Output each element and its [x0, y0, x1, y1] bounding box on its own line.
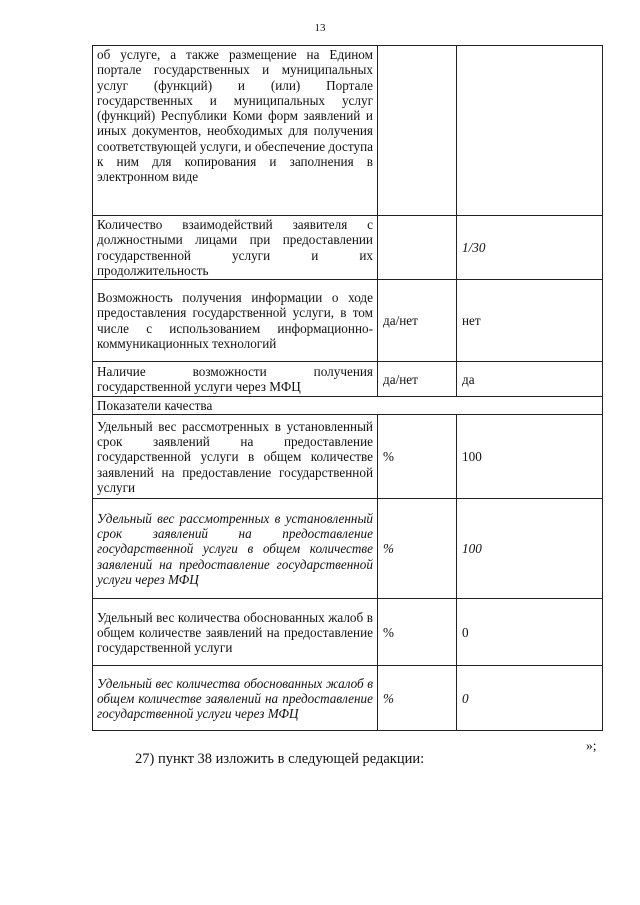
section-header: Показатели качества — [93, 397, 603, 415]
unit-cell — [378, 46, 457, 216]
unit-cell: % — [378, 666, 457, 731]
indicator-cell: Удельный вес рассмотренных в установленный срок заявлений на предоставление государственной услуги в общем количестве заявлений на предоставление государственной услуги через МФЦ — [93, 499, 378, 599]
table-row — [93, 415, 603, 499]
indicator-cell: Наличие возможности получения государственной услуги через МФЦ — [93, 362, 378, 397]
table-row — [93, 362, 603, 397]
value-cell: нет — [457, 280, 603, 362]
unit-cell: % — [378, 499, 457, 599]
table-row — [93, 216, 603, 280]
indicator-cell: Количество взаимодействий заявителя с должностными лицами при предоставлении государственной услуги и их продолжительность — [93, 216, 378, 280]
indicator-cell: Удельный вес количества обоснованных жалоб в общем количестве заявлений на предоставление государственной услуги — [93, 599, 378, 666]
table-row — [93, 666, 603, 731]
indicator-cell: Удельный вес рассмотренных в установленный срок заявлений на предоставление государственной услуги в общем количестве заявлений на предоставление государственной услуги — [93, 415, 378, 499]
unit-cell: % — [378, 415, 457, 499]
amendment-instruction: 27) пункт 38 изложить в следующей редакции: — [135, 751, 425, 767]
value-cell: 1/30 — [457, 216, 603, 280]
indicators-table — [92, 45, 603, 731]
value-cell: 0 — [457, 666, 603, 731]
value-cell — [457, 46, 603, 216]
table-row — [93, 599, 603, 666]
indicator-cell: об услуге, а также размещение на Едином портале государственных и муниципальных услуг (функций) и (или) Портале государственных и муниципальных услуг (функций) Республики Коми форм заявлений и иных документов, необходимых для получения соответствующей услуги, и обеспечение доступа к ним для копирования и заполнения в электронном виде — [93, 46, 378, 216]
section-header-row — [93, 397, 603, 415]
unit-cell — [378, 216, 457, 280]
unit-cell: % — [378, 599, 457, 666]
unit-cell: да/нет — [378, 362, 457, 397]
value-cell: 0 — [457, 599, 603, 666]
unit-cell: да/нет — [378, 280, 457, 362]
closing-quote: »; — [586, 738, 597, 753]
indicator-cell: Удельный вес количества обоснованных жалоб в общем количестве заявлений на предоставление государственной услуги через МФЦ — [93, 666, 378, 731]
value-cell: 100 — [457, 499, 603, 599]
page-number: 13 — [314, 22, 326, 34]
value-cell: 100 — [457, 415, 603, 499]
table-row — [93, 46, 603, 216]
table-row — [93, 499, 603, 599]
table-row — [93, 280, 603, 362]
indicator-cell: Возможность получения информации о ходе предоставления государственной услуги, в том числе с использованием информационно-коммуникационных технологий — [93, 280, 378, 362]
value-cell: да — [457, 362, 603, 397]
